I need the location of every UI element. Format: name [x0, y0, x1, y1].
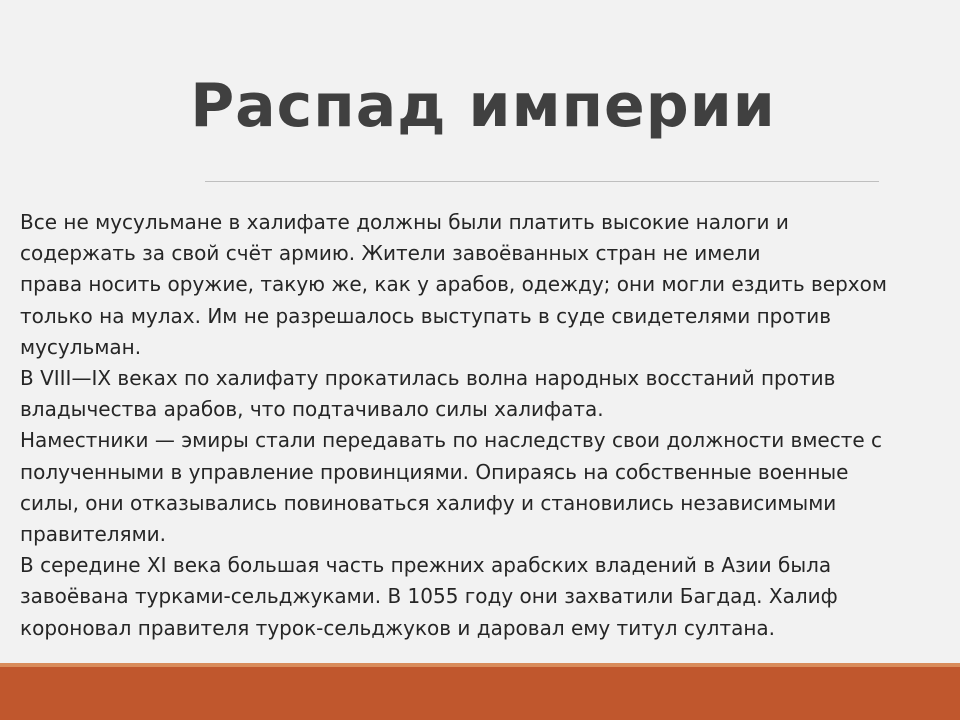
body-line: содержать за свой счёт армию. Жители завоёванных стран не имели [20, 241, 761, 266]
body-line: Наместники — эмиры стали передавать по наследству свои должности вместе с [20, 428, 883, 453]
body-line: полученными в управление провинциями. Опираясь на собственные военные [20, 459, 849, 484]
body-line: В середине XI века большая часть прежних арабских владений в Азии была [20, 553, 832, 578]
body-line: правителями. [20, 522, 167, 547]
body-line: короновал правителя турок-сельджуков и даровал ему титул султана. [20, 615, 776, 640]
body-line: владычества арабов, что подтачивало силы халифата. [20, 397, 604, 422]
title-divider [205, 181, 879, 182]
body-line: Все не мусульмане в халифате должны были платить высокие налоги и [20, 210, 789, 234]
body-line: В VIII—IX веках по халифату прокатилась волна народных восстаний против [20, 366, 836, 391]
body-line: мусульман. [20, 334, 142, 359]
slide-body [20, 207, 950, 644]
body-line: только на мулах. Им не разрешалось выступать в суде свидетелями против [20, 303, 832, 328]
body-line: завоёвана турками-сельджуками. В 1055 году они захватили Багдад. Халиф [20, 584, 838, 609]
body-line: права носить оружие, такую же, как у арабов, одежду; они могли ездить верхом [20, 272, 887, 297]
body-line: силы, они отказывались повиноваться халифу и становились независимыми [20, 490, 837, 515]
footer-band [0, 663, 960, 720]
slide-title: Распад империи [190, 71, 776, 141]
